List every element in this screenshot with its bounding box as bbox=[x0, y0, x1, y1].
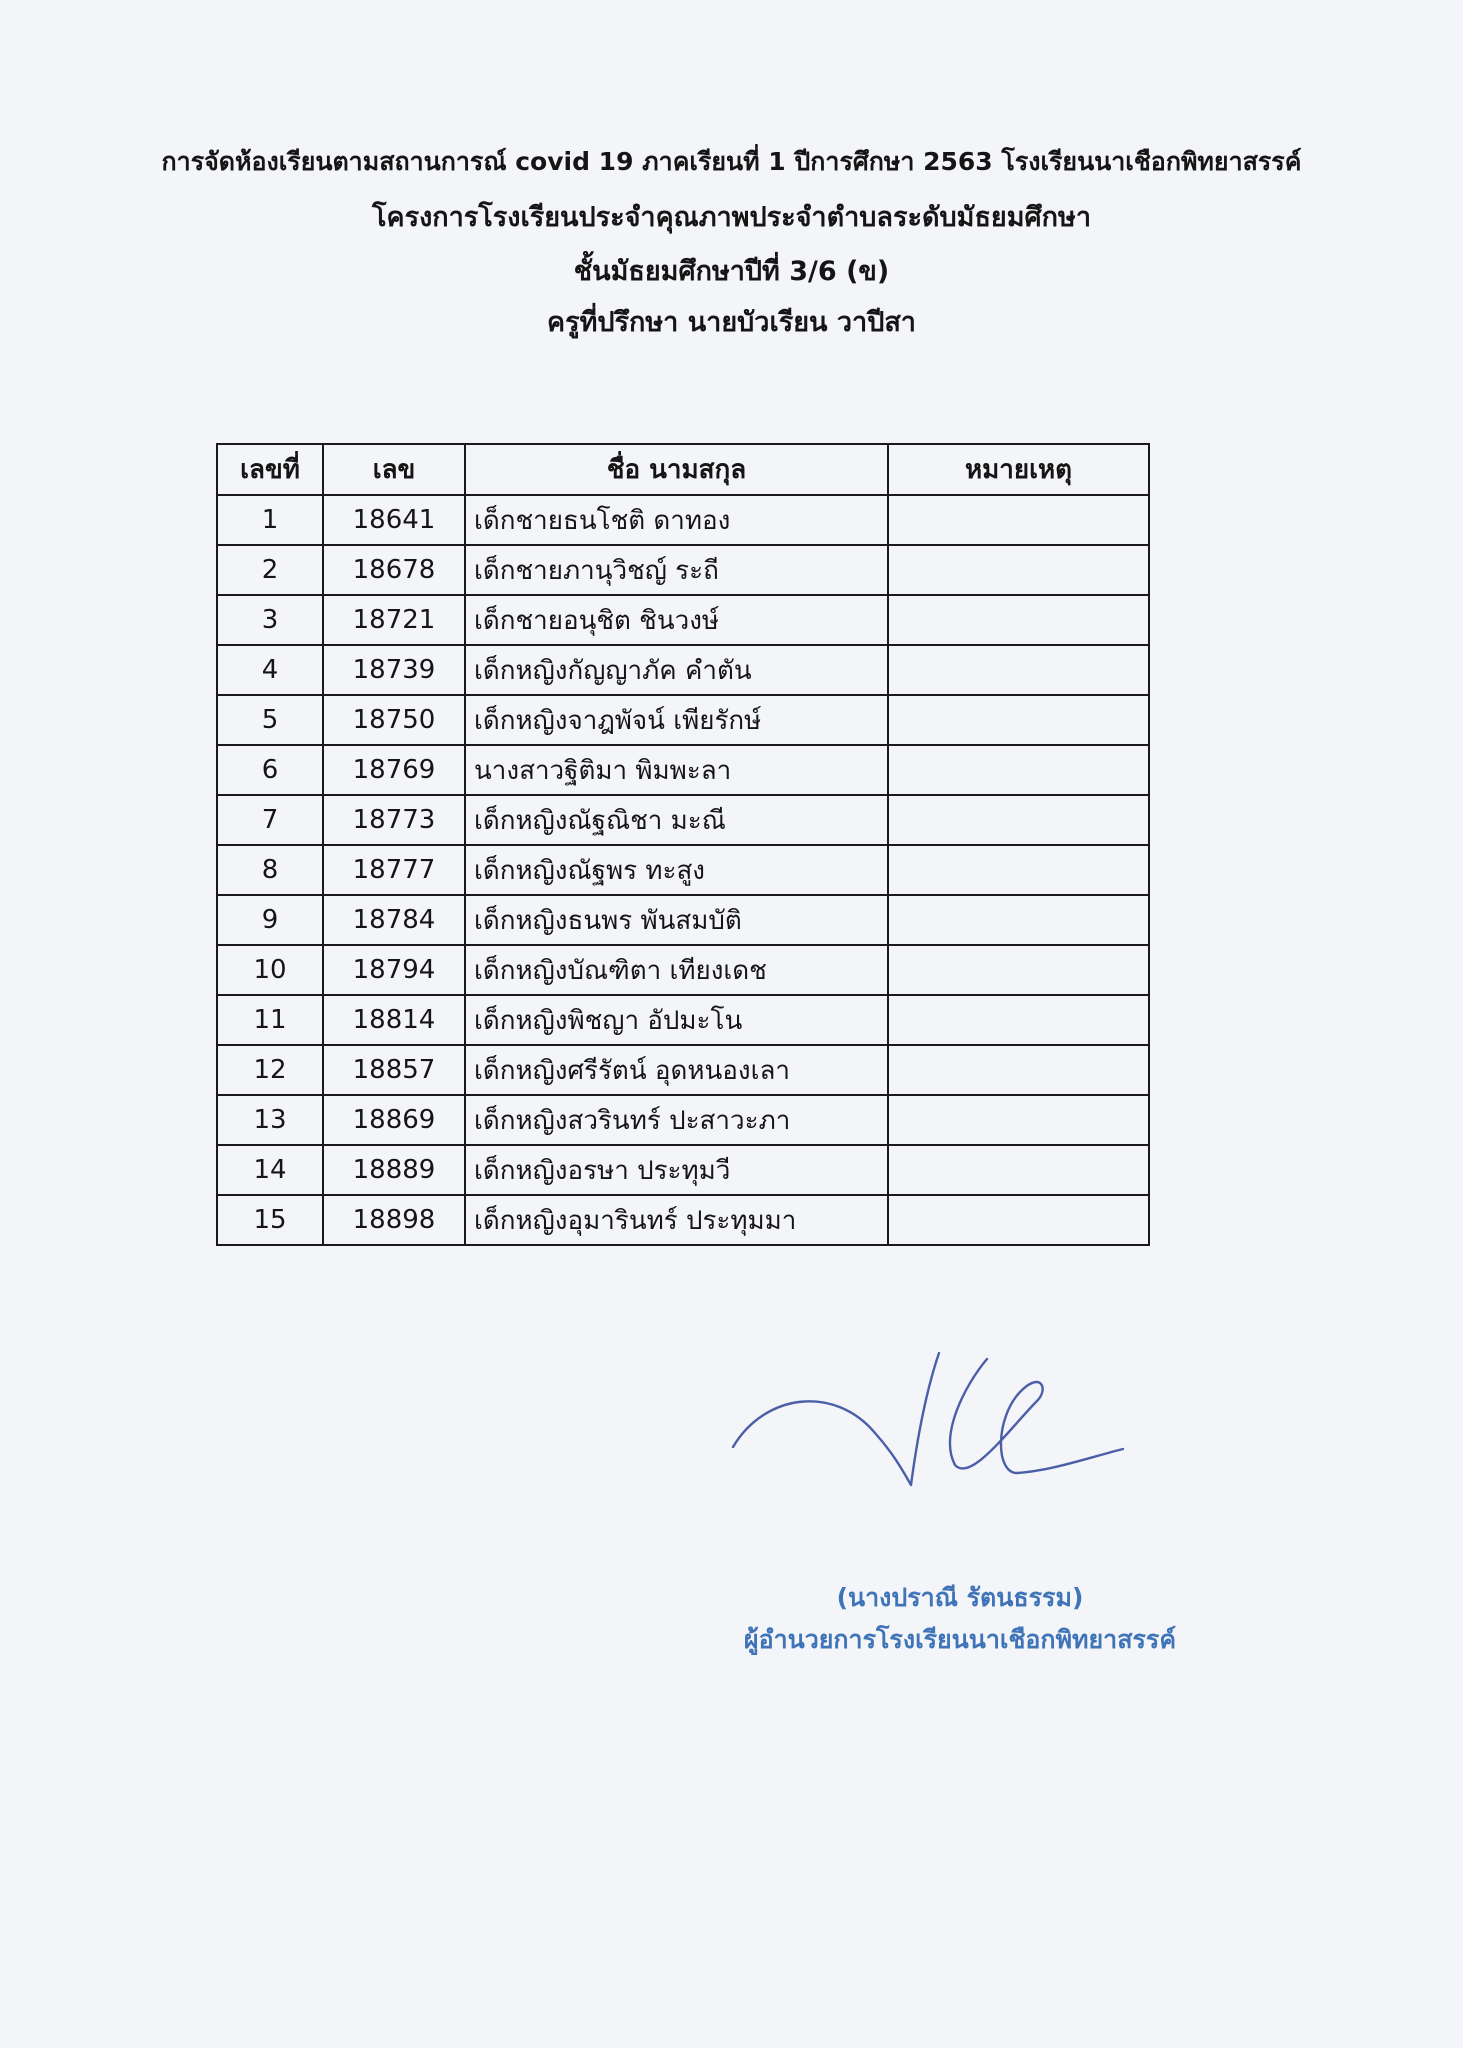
document-title: การจัดห้องเรียนตามสถานการณ์ covid 19 ภาคเรียนที่ 1 ปีการศึกษา 2563 โรงเรียนนาเชือกพิทยาสรรค์ bbox=[161, 147, 1302, 176]
row-remarks bbox=[888, 1095, 1149, 1145]
table-header-row bbox=[217, 444, 1149, 495]
row-student-id: 18641 bbox=[323, 495, 465, 545]
table-body bbox=[217, 495, 1149, 1245]
row-student-id: 18721 bbox=[323, 595, 465, 645]
row-student-id: 18750 bbox=[323, 695, 465, 745]
row-remarks bbox=[888, 1195, 1149, 1245]
table-row bbox=[217, 495, 1149, 545]
class-level: ชั้นมัธยมศึกษาปีที่ 3/6 (ข) bbox=[573, 256, 890, 287]
row-remarks bbox=[888, 895, 1149, 945]
table-row bbox=[217, 895, 1149, 945]
row-remarks bbox=[888, 1045, 1149, 1095]
row-remarks bbox=[888, 495, 1149, 545]
table-row bbox=[217, 695, 1149, 745]
row-number: 10 bbox=[217, 945, 323, 995]
header-remarks: หมายเหตุ bbox=[888, 444, 1149, 495]
table-row bbox=[217, 795, 1149, 845]
row-remarks bbox=[888, 595, 1149, 645]
table-row bbox=[217, 545, 1149, 595]
signer-position: ผู้อำนวยการโรงเรียนนาเชือกพิทยาสรรค์ bbox=[743, 1625, 1177, 1654]
row-full-name: เด็กหญิงสวรินทร์ ปะสาวะภา bbox=[465, 1095, 888, 1145]
row-student-id: 18739 bbox=[323, 645, 465, 695]
table-row bbox=[217, 995, 1149, 1045]
row-full-name: เด็กชายอนุชิต ชินวงษ์ bbox=[465, 595, 888, 645]
row-number: 11 bbox=[217, 995, 323, 1045]
row-number: 12 bbox=[217, 1045, 323, 1095]
table-row bbox=[217, 745, 1149, 795]
table-row bbox=[217, 1045, 1149, 1095]
table-row bbox=[217, 1095, 1149, 1145]
row-full-name: นางสาวฐิติมา พิมพะลา bbox=[465, 745, 888, 795]
row-remarks bbox=[888, 1145, 1149, 1195]
table-row bbox=[217, 945, 1149, 995]
row-student-id: 18777 bbox=[323, 845, 465, 895]
row-remarks bbox=[888, 645, 1149, 695]
row-number: 1 bbox=[217, 495, 323, 545]
row-full-name: เด็กหญิงอุมารินทร์ ประทุมมา bbox=[465, 1195, 888, 1245]
row-number: 8 bbox=[217, 845, 323, 895]
row-student-id: 18889 bbox=[323, 1145, 465, 1195]
row-student-id: 18857 bbox=[323, 1045, 465, 1095]
advisor-teacher: ครูที่ปรึกษา นายบัวเรียน วาปีสา bbox=[547, 307, 916, 338]
signature-mark bbox=[725, 1345, 1135, 1505]
row-student-id: 18769 bbox=[323, 745, 465, 795]
row-full-name: เด็กชายธนโชติ ดาทอง bbox=[465, 495, 888, 545]
row-number: 4 bbox=[217, 645, 323, 695]
row-number: 7 bbox=[217, 795, 323, 845]
row-student-id: 18869 bbox=[323, 1095, 465, 1145]
row-full-name: เด็กชายภานุวิชญ์ ระถี bbox=[465, 545, 888, 595]
row-remarks bbox=[888, 745, 1149, 795]
row-remarks bbox=[888, 545, 1149, 595]
header-full-name: ชื่อ นามสกุล bbox=[465, 444, 888, 495]
row-number: 14 bbox=[217, 1145, 323, 1195]
row-number: 3 bbox=[217, 595, 323, 645]
row-student-id: 18773 bbox=[323, 795, 465, 845]
row-remarks bbox=[888, 795, 1149, 845]
header-student-id: เลข bbox=[323, 444, 465, 495]
row-remarks bbox=[888, 945, 1149, 995]
table-row bbox=[217, 595, 1149, 645]
row-number: 5 bbox=[217, 695, 323, 745]
row-full-name: เด็กหญิงณัฐณิชา มะณี bbox=[465, 795, 888, 845]
row-student-id: 18678 bbox=[323, 545, 465, 595]
row-full-name: เด็กหญิงบัณฑิตา เทียงเดช bbox=[465, 945, 888, 995]
header-number: เลขที่ bbox=[217, 444, 323, 495]
row-full-name: เด็กหญิงกัญญาภัค คำตัน bbox=[465, 645, 888, 695]
row-remarks bbox=[888, 845, 1149, 895]
row-full-name: เด็กหญิงศรีรัตน์ อุดหนองเลา bbox=[465, 1045, 888, 1095]
row-remarks bbox=[888, 995, 1149, 1045]
row-full-name: เด็กหญิงณัฐพร ทะสูง bbox=[465, 845, 888, 895]
row-number: 6 bbox=[217, 745, 323, 795]
signer-name: (นางปราณี รัตนธรรม) bbox=[836, 1583, 1084, 1612]
row-full-name: เด็กหญิงพิชญา อัปมะโน bbox=[465, 995, 888, 1045]
row-remarks bbox=[888, 695, 1149, 745]
table-row bbox=[217, 1195, 1149, 1245]
row-number: 2 bbox=[217, 545, 323, 595]
row-student-id: 18784 bbox=[323, 895, 465, 945]
student-roster-table bbox=[216, 443, 1150, 1246]
row-student-id: 18898 bbox=[323, 1195, 465, 1245]
row-number: 9 bbox=[217, 895, 323, 945]
row-number: 15 bbox=[217, 1195, 323, 1245]
row-student-id: 18794 bbox=[323, 945, 465, 995]
row-full-name: เด็กหญิงธนพร พันสมบัติ bbox=[465, 895, 888, 945]
row-full-name: เด็กหญิงอรษา ประทุมวี bbox=[465, 1145, 888, 1195]
table-row bbox=[217, 845, 1149, 895]
row-number: 13 bbox=[217, 1095, 323, 1145]
table-row bbox=[217, 645, 1149, 695]
row-student-id: 18814 bbox=[323, 995, 465, 1045]
table-row bbox=[217, 1145, 1149, 1195]
project-title: โครงการโรงเรียนประจำคุณภาพประจำตำบลระดับมัธยมศึกษา bbox=[372, 202, 1091, 233]
row-full-name: เด็กหญิงจาฎพัจน์ เพียรักษ์ bbox=[465, 695, 888, 745]
